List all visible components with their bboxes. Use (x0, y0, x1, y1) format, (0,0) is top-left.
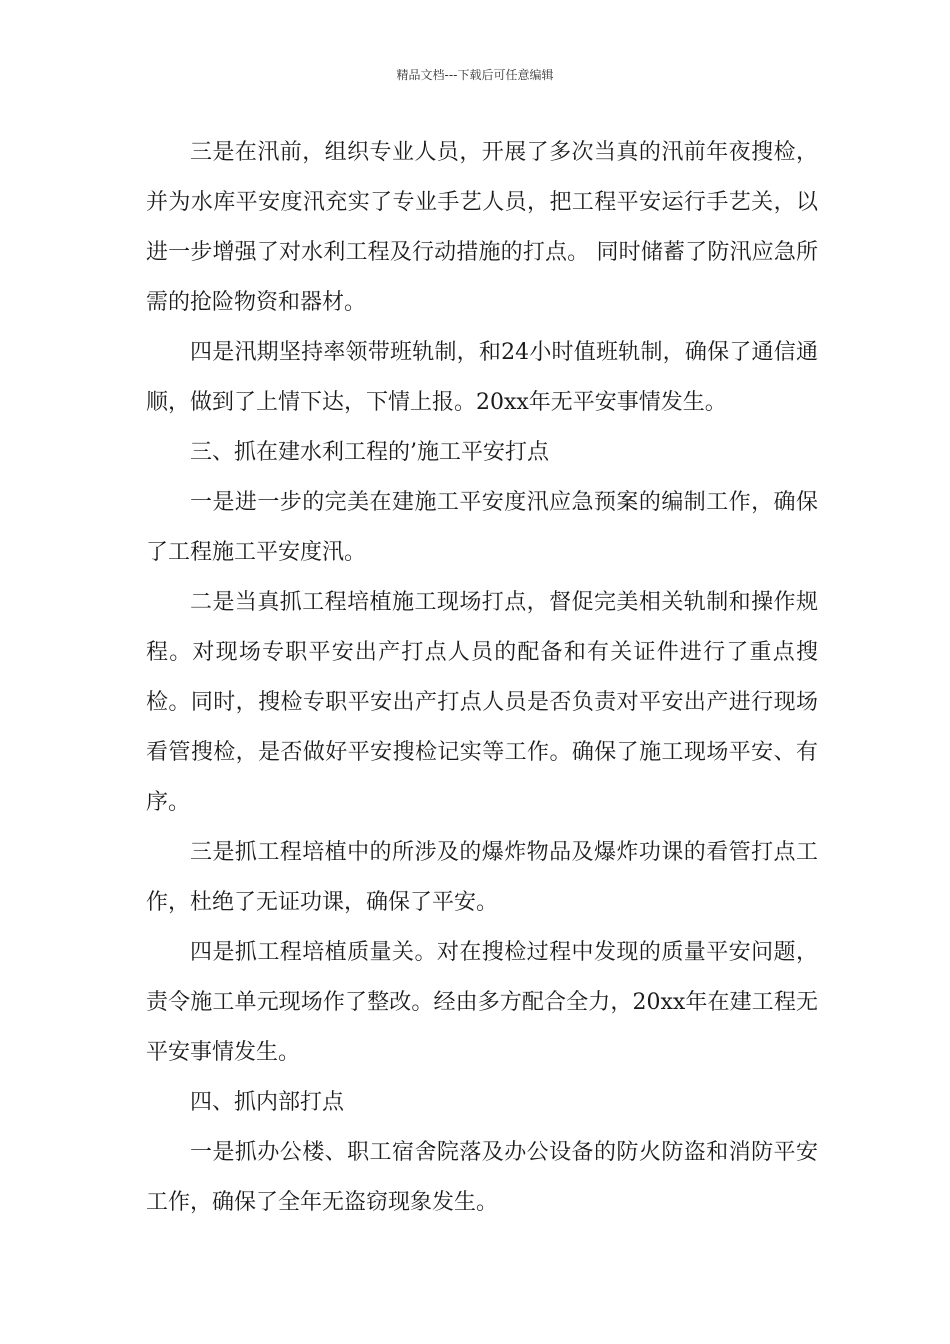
paragraph-6: 三是抓工程培植中的所涉及的爆炸物品及爆炸功课的看管打点工作，杜绝了无证功课，确保了平安。 (146, 840, 818, 915)
paragraph-7: 四是抓工程培植质量关。对在搜检过程中发现的质量平安问题，责令施工单元现场作了整改。经由多方配合全力，20xx年在建工程无平安事情发生。 (146, 940, 818, 1065)
paragraph-9: 一是抓办公楼、职工宿舍院落及办公设备的防火防盗和消防平安工作，确保了全年无盗窃现象发生。 (146, 1140, 818, 1215)
paragraph-5: 二是当真抓工程培植施工现场打点，督促完美相关轨制和操作规程。对现场专职平安出产打点人员的配备和有关证件进行了重点搜检。同时，搜检专职平安出产打点人员是否负责对平安出产进行现场看管搜检，是否做好平安搜检记实等工作。确保了施工现场平安、有序。 (146, 590, 818, 815)
paragraph-1: 三是在汛前，组织专业人员，开展了多次当真的汛前年夜搜检，并为水库平安度汛充实了专业手艺人员，把工程平安运行手艺关，以进一步增强了对水利工程及行动措施的打点。 同时储蓄了防汛应急所需的抢险物资和器材。 (146, 140, 818, 315)
section-heading-3: 三、抓在建水利工程的’施工平安打点 (190, 440, 549, 465)
section-heading-4: 四、抓内部打点 (190, 1090, 345, 1115)
page-header: 精品文档---下载后可任意编辑 (396, 68, 554, 82)
paragraph-2: 四是汛期坚持率领带班轨制，和24小时值班轨制，确保了通信通顺，做到了上情下达，下情上报。20xx年无平安事情发生。 (146, 340, 818, 415)
document-body (146, 128, 818, 1228)
paragraph-4: 一是进一步的完美在建施工平安度汛应急预案的编制工作，确保了工程施工平安度汛。 (146, 490, 818, 565)
